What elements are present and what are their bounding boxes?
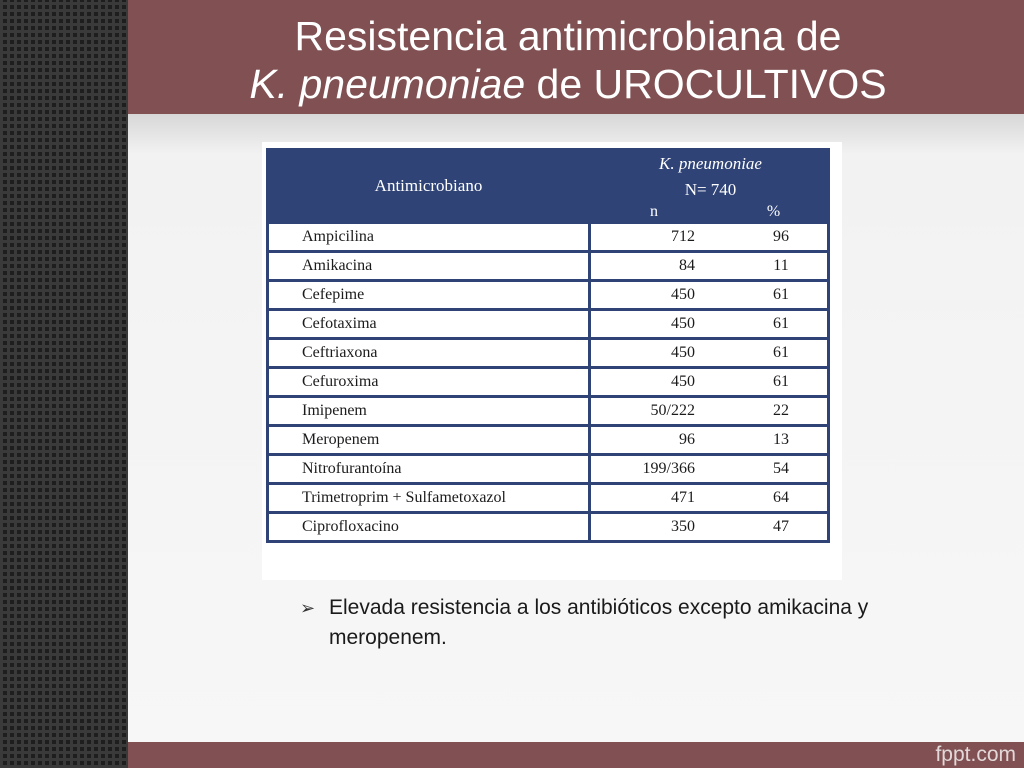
table-row	[266, 398, 830, 424]
title-line-2-rest: de UROCULTIVOS	[525, 61, 887, 107]
antimicrobial-name: Ceftriaxona	[266, 340, 591, 366]
percent-value: 22	[717, 398, 830, 424]
count-value: 471	[591, 485, 717, 511]
table-row	[266, 456, 830, 482]
table-row	[266, 514, 830, 540]
watermark-logo: fppt.com	[935, 743, 1016, 766]
percent-value: 61	[717, 311, 830, 337]
antimicrobial-name: Trimetroprim + Sulfametoxazol	[266, 485, 591, 511]
antimicrobial-name: Cefepime	[266, 282, 591, 308]
arrow-bullet-icon: ➢	[300, 598, 316, 618]
count-value: 50/222	[591, 398, 717, 424]
header-n: n	[591, 203, 717, 221]
table-row	[266, 340, 830, 366]
table-body	[266, 224, 830, 540]
slide-title	[128, 12, 1008, 108]
header-antimicrobial: Antimicrobiano	[266, 151, 591, 221]
antimicrobial-name: Cefuroxima	[266, 369, 591, 395]
table-row	[266, 369, 830, 395]
count-value: 712	[591, 224, 717, 250]
table-row	[266, 311, 830, 337]
antimicrobial-name: Ciprofloxacino	[266, 514, 591, 540]
antimicrobial-name: Imipenem	[266, 398, 591, 424]
count-value: 450	[591, 369, 717, 395]
count-value: 450	[591, 282, 717, 308]
table-row	[266, 253, 830, 279]
antimicrobial-name: Ampicilina	[266, 224, 591, 250]
decorative-side-pattern	[0, 0, 128, 768]
antimicrobial-name: Nitrofurantoína	[266, 456, 591, 482]
table-row	[266, 485, 830, 511]
header-organism-name: K. pneumoniae	[659, 154, 762, 173]
header-organism	[591, 151, 830, 174]
percent-value: 61	[717, 340, 830, 366]
bullet-point	[300, 593, 870, 653]
count-value: 350	[591, 514, 717, 540]
percent-value: 11	[717, 253, 830, 279]
antimicrobial-name: Meropenem	[266, 427, 591, 453]
table-row	[266, 427, 830, 453]
percent-value: 64	[717, 485, 830, 511]
title-line-1: Resistencia antimicrobiana de	[294, 13, 842, 59]
count-value: 96	[591, 427, 717, 453]
table-row	[266, 282, 830, 308]
resistance-table	[266, 148, 830, 543]
header-n-total: N= 740	[591, 177, 830, 200]
header-percent: %	[717, 203, 830, 221]
table-row	[266, 224, 830, 250]
count-value: 450	[591, 340, 717, 366]
footer-band	[128, 742, 1024, 768]
count-value: 199/366	[591, 456, 717, 482]
percent-value: 13	[717, 427, 830, 453]
count-value: 450	[591, 311, 717, 337]
percent-value: 61	[717, 282, 830, 308]
percent-value: 47	[717, 514, 830, 540]
bullet-text: Elevada resistencia a los antibióticos excepto amikacina y meropenem.	[329, 596, 869, 649]
title-line-2	[128, 60, 1008, 108]
percent-value: 96	[717, 224, 830, 250]
title-organism: K. pneumoniae	[249, 61, 526, 107]
antimicrobial-name: Cefotaxima	[266, 311, 591, 337]
percent-value: 61	[717, 369, 830, 395]
count-value: 84	[591, 253, 717, 279]
percent-value: 54	[717, 456, 830, 482]
antimicrobial-name: Amikacina	[266, 253, 591, 279]
